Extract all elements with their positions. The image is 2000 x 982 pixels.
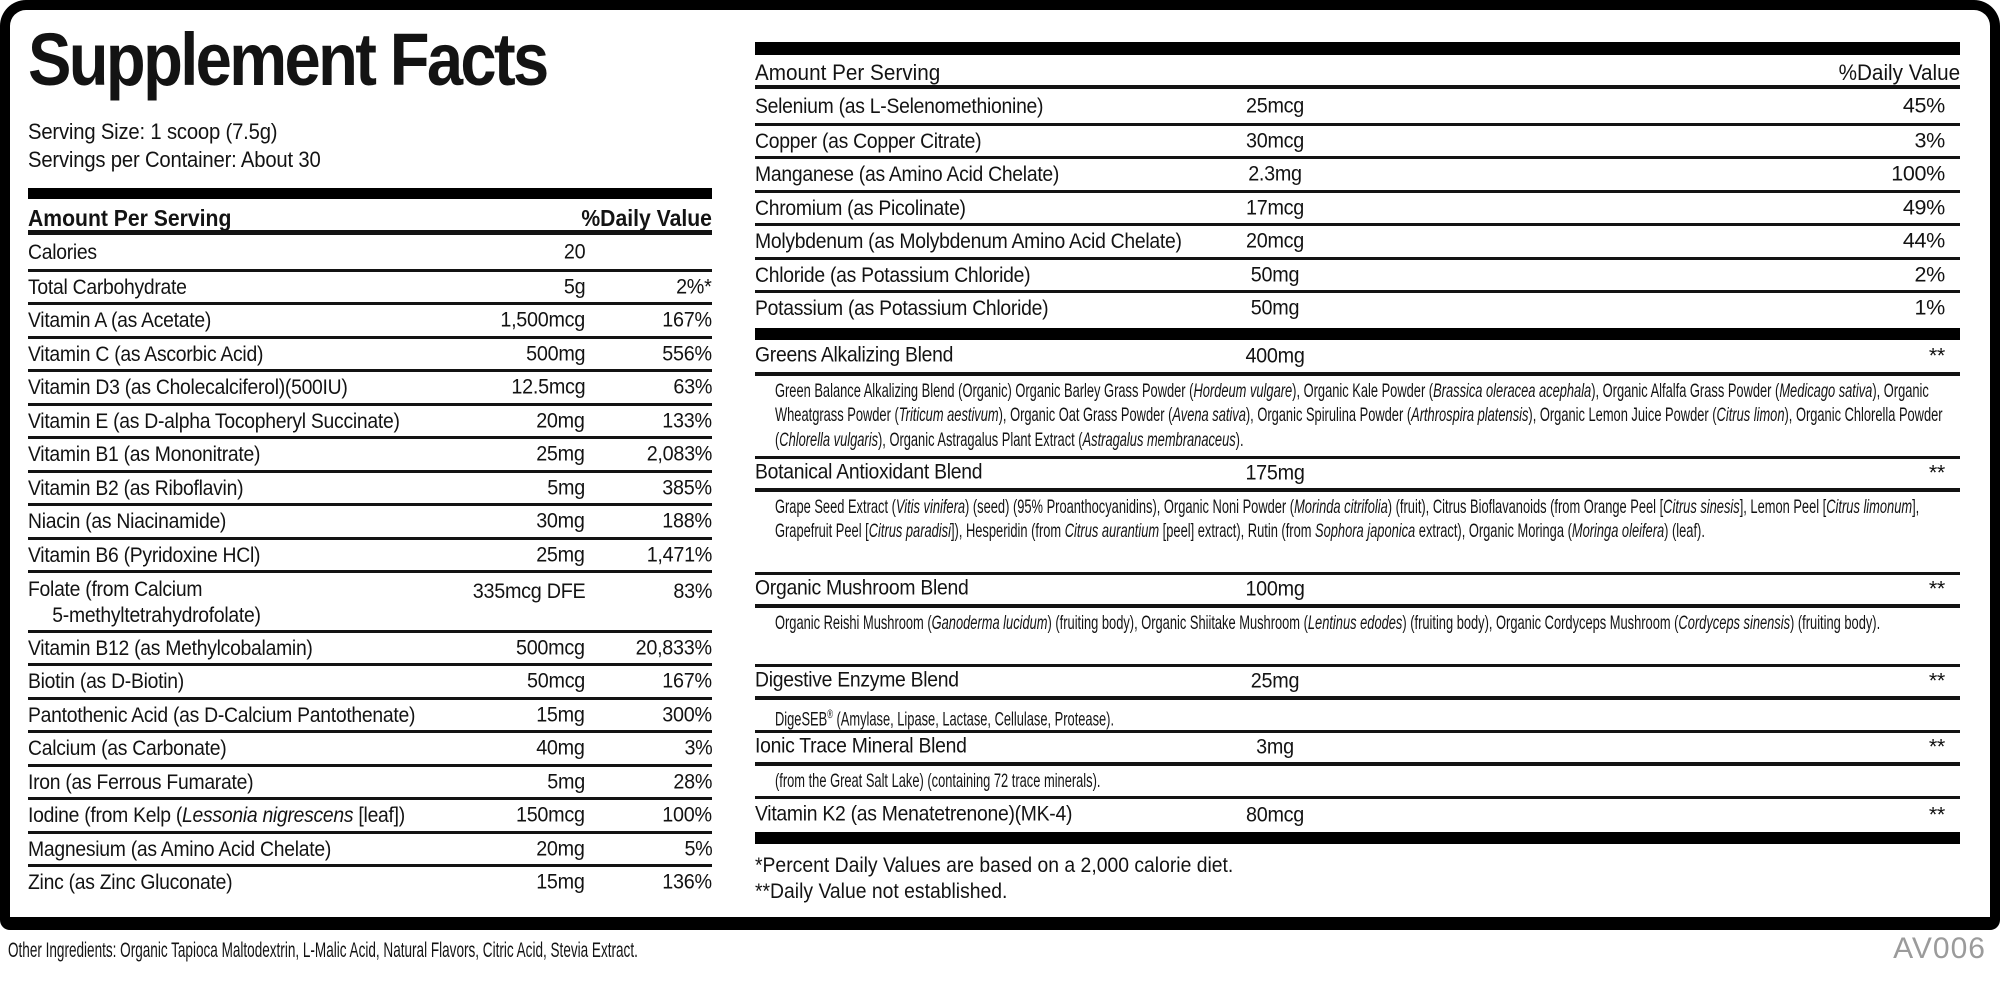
- blend-description: [755, 766, 1960, 796]
- ingredient-amount: 150mcg: [516, 802, 585, 827]
- blend-amount: 175mg: [1245, 460, 1305, 485]
- ingredient-daily-value: 100%: [1891, 161, 1945, 186]
- ingredient-daily-value: 136%: [662, 869, 712, 894]
- ingredient-daily-value: 3%: [1914, 128, 1945, 153]
- right-table-header: [755, 55, 1960, 89]
- ingredient-name: Potassium (as Potassium Chloride): [755, 296, 1049, 321]
- blend-row: [755, 730, 1960, 766]
- text-segment: (Amylase, Lipase, Lactase, Cellulase, Protease).: [832, 708, 1115, 730]
- ingredient-amount: 12.5mcg: [511, 374, 585, 399]
- ingredient-name: Copper (as Copper Citrate): [755, 128, 982, 153]
- table-row: [755, 223, 1960, 257]
- ingredient-amount: 20mg: [536, 836, 585, 861]
- table-row: [755, 123, 1960, 157]
- ingredient-amount: 5g: [563, 274, 585, 299]
- ingredient-daily-value: 167%: [662, 668, 712, 693]
- text-segment: Citrus aurantium: [1064, 520, 1160, 542]
- text-segment: Calcium (as Carbonate): [28, 736, 227, 761]
- product-code: AV006: [1893, 932, 1986, 965]
- ingredient-amount: 40mg: [536, 735, 585, 760]
- blend-row: [755, 664, 1960, 700]
- text-segment: Iron (as Ferrous Fumarate): [28, 769, 254, 794]
- table-row: [28, 764, 712, 798]
- blend-description: [755, 492, 1960, 572]
- ingredient-amount: 500mg: [525, 341, 585, 366]
- ingredient-amount: 500mcg: [516, 635, 585, 660]
- text-segment: ) (fruit), Citrus Bioflavanoids (from Orange Peel [: [1387, 495, 1664, 518]
- table-row: [28, 436, 712, 470]
- text-segment: ), Organic Astragalus Plant Extract (: [878, 428, 1083, 451]
- ingredient-name: Selenium (as L-Selenomethionine): [755, 93, 1044, 118]
- ingredient-amount: 15mg: [536, 702, 585, 727]
- text-segment: Vitamin B6 (Pyridoxine HCl): [28, 542, 261, 567]
- ingredient-amount: 25mg: [536, 542, 585, 567]
- text-segment: Brassica oleracea acephala: [1433, 379, 1592, 402]
- text-segment: Moringa oleifera: [1571, 520, 1665, 542]
- ingredient-amount: 30mg: [536, 508, 585, 533]
- blend-daily-value: **: [1928, 460, 1945, 485]
- footnote-dv-not-established: **Daily Value not established.: [755, 878, 1008, 903]
- table-row: [28, 470, 712, 504]
- blend-description: [755, 700, 1960, 730]
- ingredient-name: Chloride (as Potassium Chloride): [755, 262, 1031, 287]
- ingredient-name: [28, 274, 187, 300]
- ingredient-name: [28, 769, 253, 795]
- text-segment: ) (leaf).: [1664, 520, 1705, 542]
- other-ingredients: Other Ingredients: Organic Tapioca Maltodextrin, L-Malic Acid, Natural Flavors, Citric Acid, Stevia Extract.: [8, 938, 638, 962]
- ingredient-name: Molybdenum (as Molybdenum Amino Acid Chelate): [755, 229, 1182, 254]
- ingredient-daily-value: 133%: [662, 408, 712, 433]
- table-row: [28, 663, 712, 697]
- table-row: [755, 290, 1960, 324]
- blend-daily-value: **: [1928, 343, 1945, 367]
- servings-per-container: Servings per Container: About 30: [28, 147, 321, 172]
- text-segment: Total Carbohydrate: [28, 274, 187, 299]
- blend-daily-value: **: [1928, 668, 1945, 693]
- divider-bar-thick: [755, 328, 1960, 340]
- blend-name: Organic Mushroom Blend: [755, 575, 969, 600]
- table-row: [755, 257, 1960, 291]
- daily-value-label: %Daily Value: [581, 205, 712, 231]
- ingredient-daily-value: 83%: [673, 579, 712, 603]
- blend-row: [755, 796, 1960, 832]
- ingredient-amount: 1,500mcg: [500, 307, 585, 332]
- table-row: [28, 630, 712, 664]
- ingredient-amount: 5mg: [547, 475, 585, 500]
- ingredient-daily-value: 49%: [1902, 195, 1945, 220]
- text-segment: Morinda citrifolia: [1294, 495, 1388, 518]
- text-segment: Citrus limonum: [1826, 495, 1913, 518]
- ingredient-daily-value: 2%: [1914, 262, 1945, 287]
- page-title: Supplement Facts: [28, 18, 547, 101]
- blend-description-text: [775, 379, 1960, 453]
- text-segment: ), Organic Spirulina Powder (: [1245, 404, 1412, 426]
- text-segment: ), Organic Kale Powder (: [1292, 379, 1434, 402]
- ingredient-name: [28, 307, 211, 333]
- blend-name: Greens Alkalizing Blend: [755, 342, 954, 366]
- blend-sections: [755, 340, 1960, 832]
- divider-bar-thick: [755, 42, 1960, 55]
- text-segment: ) (fruiting body), Organic Cordyceps Mushroom (: [1402, 611, 1679, 634]
- ingredient-name: [28, 341, 263, 367]
- text-segment: Lentinus edodes: [1307, 611, 1403, 634]
- text-segment: Vitamin E (as D-alpha Tocopheryl Succinate): [28, 408, 400, 433]
- text-segment: ®: [827, 707, 833, 721]
- table-row: [28, 336, 712, 370]
- ingredient-daily-value: 44%: [1902, 228, 1945, 253]
- text-segment: ]), Hesperidin (from: [950, 520, 1065, 542]
- ingredient-name: [28, 576, 261, 628]
- blend-daily-value: **: [1928, 802, 1945, 827]
- blend-amount: 25mg: [1250, 668, 1300, 693]
- text-segment: Organic Reishi Mushroom (: [775, 611, 932, 634]
- blend-amount: 3mg: [1256, 734, 1294, 759]
- text-segment: Chlorella vulgaris: [779, 428, 879, 451]
- blend-name: Ionic Trace Mineral Blend: [755, 733, 967, 758]
- text-segment: Hordeum vulgare: [1193, 379, 1293, 402]
- ingredient-daily-value: 300%: [662, 702, 712, 727]
- amount-per-serving-label: Amount Per Serving: [755, 60, 941, 85]
- text-segment: Niacin (as Niacinamide): [28, 509, 227, 534]
- text-segment: Citrus paradisi: [868, 520, 951, 542]
- text-segment: Astragalus membranaceus: [1082, 428, 1236, 451]
- blend-row: [755, 340, 1960, 376]
- blend-name: Digestive Enzyme Blend: [755, 667, 959, 692]
- ingredient-daily-value: 28%: [673, 769, 712, 794]
- ingredient-daily-value: 1,471%: [646, 542, 712, 567]
- ingredient-name: [28, 542, 260, 568]
- ingredient-amount: 50mg: [1250, 262, 1300, 287]
- text-segment: Vitis vinifera: [895, 495, 966, 518]
- table-row: [755, 190, 1960, 224]
- ingredient-daily-value: 1%: [1914, 295, 1945, 320]
- blend-description: [755, 376, 1960, 456]
- text-segment: Ganoderma lucidum: [931, 611, 1048, 634]
- ingredient-daily-value: 2,083%: [646, 441, 712, 466]
- ingredient-name: Chromium (as Picolinate): [755, 195, 966, 220]
- table-row: [28, 503, 712, 537]
- blend-amount: 400mg: [1245, 343, 1305, 367]
- divider-bar-thick: [28, 188, 712, 199]
- text-segment: Triticum aestivum: [898, 404, 999, 426]
- text-segment: Zinc (as Zinc Gluconate): [28, 870, 233, 895]
- text-segment: Arthrospira platensis: [1411, 404, 1529, 426]
- text-segment: ), Organic Lemon Juice Powder (: [1528, 404, 1717, 426]
- text-segment: ) (fruiting body).: [1790, 611, 1881, 634]
- text-segment: Vitamin C (as Ascorbic Acid): [28, 341, 264, 366]
- text-segment: ), Organic Chlorella Powder (: [775, 404, 1943, 451]
- table-row: [28, 797, 712, 831]
- text-segment: Lessonia nigrescens: [182, 803, 354, 828]
- blend-amount: 80mcg: [1245, 802, 1304, 827]
- ingredient-amount: 50mg: [1250, 295, 1300, 320]
- footnote-percent-dv: *Percent Daily Values are based on a 2,000 calorie diet.: [755, 852, 1234, 877]
- blend-daily-value: **: [1928, 576, 1945, 601]
- text-segment: Pantothenic Acid (as D-Calcium Pantothenate): [28, 702, 416, 727]
- ingredient-daily-value: 188%: [662, 508, 712, 533]
- text-segment: Green Balance Alkalizing Blend (Organic) Organic Barley Grass Powder (: [775, 379, 1194, 402]
- ingredient-amount: 17mcg: [1245, 195, 1304, 220]
- blend-row: [755, 572, 1960, 608]
- ingredient-amount: 25mg: [536, 441, 585, 466]
- text-segment: Medicago sativa: [1779, 379, 1873, 402]
- ingredient-daily-value: 63%: [673, 374, 712, 399]
- table-row: [28, 269, 712, 303]
- ingredient-name: [28, 239, 97, 265]
- blend-row: [755, 456, 1960, 492]
- text-segment: Vitamin B12 (as Methylcobalamin): [28, 635, 313, 660]
- right-column: [755, 42, 1960, 904]
- text-segment: Avena sativa: [1172, 404, 1246, 426]
- text-segment: Cordyceps sinensis: [1678, 611, 1791, 634]
- text-segment: ), Organic Oat Grass Powder (: [998, 404, 1173, 426]
- text-segment: ), Organic Wheatgrass Powder (: [775, 379, 1929, 426]
- table-row: [28, 302, 712, 336]
- table-row: [28, 697, 712, 731]
- right-table-rows: [755, 89, 1960, 324]
- blend-description: [755, 608, 1960, 664]
- table-row: [28, 570, 712, 630]
- ingredient-name: [28, 374, 348, 400]
- text-segment: Vitamin B1 (as Mononitrate): [28, 442, 261, 467]
- ingredient-name: [28, 869, 232, 895]
- ingredient-name: [28, 635, 313, 661]
- text-segment: ) (fruiting body), Organic Shiitake Mushroom (: [1047, 611, 1308, 634]
- ingredient-amount: 20: [563, 239, 585, 264]
- blend-name: Vitamin K2 (as Menatetrenone)(MK-4): [755, 801, 1073, 826]
- ingredient-amount: 20mcg: [1245, 228, 1304, 253]
- blend-description-text: [775, 495, 1960, 544]
- text-segment: ) (seed) (95% Proanthocyanidins), Organic Noni Powder (: [965, 495, 1295, 518]
- text-segment: extract), Organic Moringa (: [1415, 520, 1572, 542]
- table-row: [28, 235, 712, 269]
- ingredient-daily-value: 45%: [1902, 93, 1945, 118]
- ingredient-name: Manganese (as Amino Acid Chelate): [755, 162, 1060, 187]
- table-row: [755, 156, 1960, 190]
- text-segment: DigeSEB: [775, 708, 828, 730]
- blend-daily-value: **: [1928, 734, 1945, 759]
- ingredient-amount: 335mcg DFE: [472, 579, 585, 603]
- text-segment: ), Organic Alfalfa Grass Powder (: [1591, 379, 1780, 402]
- ingredient-name-line2: 5-methyltetrahydrofolate): [52, 603, 261, 627]
- ingredient-daily-value: 100%: [662, 802, 712, 827]
- blend-description-text: [775, 611, 1960, 636]
- text-segment: Sophora japonica: [1315, 520, 1416, 542]
- text-segment: ).: [1235, 428, 1244, 451]
- ingredient-name: [28, 668, 184, 694]
- ingredient-amount: 2.3mg: [1248, 161, 1302, 186]
- ingredient-daily-value: 2%*: [676, 274, 712, 299]
- ingredient-daily-value: 5%: [683, 836, 712, 861]
- ingredient-amount: 5mg: [547, 769, 585, 794]
- text-segment: [leaf]): [353, 803, 405, 828]
- blend-description-text: [775, 769, 1960, 794]
- table-row: [28, 831, 712, 865]
- daily-value-label: %Daily Value: [1838, 60, 1960, 85]
- ingredient-name: [28, 735, 226, 761]
- left-table-header: [28, 199, 712, 235]
- blend-description-text: [775, 703, 1960, 730]
- serving-size: Serving Size: 1 scoop (7.5g): [28, 119, 278, 144]
- divider-bar-thick: [755, 832, 1960, 844]
- text-segment: ], Lemon Peel [: [1739, 495, 1827, 518]
- text-segment: Vitamin B2 (as Riboflavin): [28, 475, 244, 500]
- ingredient-name: [28, 475, 243, 501]
- ingredient-amount: 30mcg: [1245, 128, 1304, 153]
- ingredient-daily-value: 20,833%: [635, 635, 712, 660]
- blend-name: Botanical Antioxidant Blend: [755, 459, 983, 484]
- ingredient-name: [28, 408, 400, 434]
- text-segment: Grape Seed Extract (: [775, 495, 896, 518]
- table-row: [28, 864, 712, 898]
- ingredient-daily-value: 167%: [662, 307, 712, 332]
- ingredient-daily-value: 385%: [662, 475, 712, 500]
- text-segment: Folate (from Calcium: [28, 577, 203, 601]
- left-column: [28, 0, 712, 898]
- ingredient-name: [28, 802, 405, 828]
- ingredient-name: [28, 441, 260, 467]
- ingredient-name: [28, 508, 226, 534]
- ingredient-name: [28, 836, 331, 862]
- text-segment: Biotin (as D-Biotin): [28, 669, 184, 694]
- ingredient-amount: 25mcg: [1245, 93, 1304, 118]
- ingredient-daily-value: 3%: [683, 735, 712, 760]
- ingredient-amount: 50mcg: [526, 668, 585, 693]
- text-segment: Vitamin D3 (as Cholecalciferol)(500IU): [28, 375, 348, 400]
- ingredient-amount: 20mg: [536, 408, 585, 433]
- table-row: [755, 89, 1960, 123]
- text-segment: Citrus sinesis: [1663, 495, 1740, 518]
- blend-amount: 100mg: [1245, 576, 1305, 601]
- text-segment: [peel] extract), Rutin (from: [1159, 520, 1316, 542]
- left-table-rows: [28, 235, 712, 898]
- text-segment: Iodine (from Kelp (: [28, 803, 183, 828]
- text-segment: Magnesium (as Amino Acid Chelate): [28, 836, 331, 861]
- text-segment: Vitamin A (as Acetate): [28, 308, 212, 333]
- amount-per-serving-label: Amount Per Serving: [28, 205, 232, 231]
- text-segment: ], Grapefruit Peel [: [775, 495, 1920, 542]
- ingredient-name: [28, 702, 415, 728]
- table-row: [28, 403, 712, 437]
- table-row: [28, 730, 712, 764]
- ingredient-amount: 15mg: [536, 869, 585, 894]
- text-segment: (from the Great Salt Lake) (containing 72 trace minerals).: [775, 769, 1101, 792]
- table-row: [28, 537, 712, 571]
- text-segment: Calories: [28, 239, 97, 264]
- table-row: [28, 369, 712, 403]
- ingredient-daily-value: 556%: [662, 341, 712, 366]
- text-segment: Citrus limon: [1716, 404, 1785, 426]
